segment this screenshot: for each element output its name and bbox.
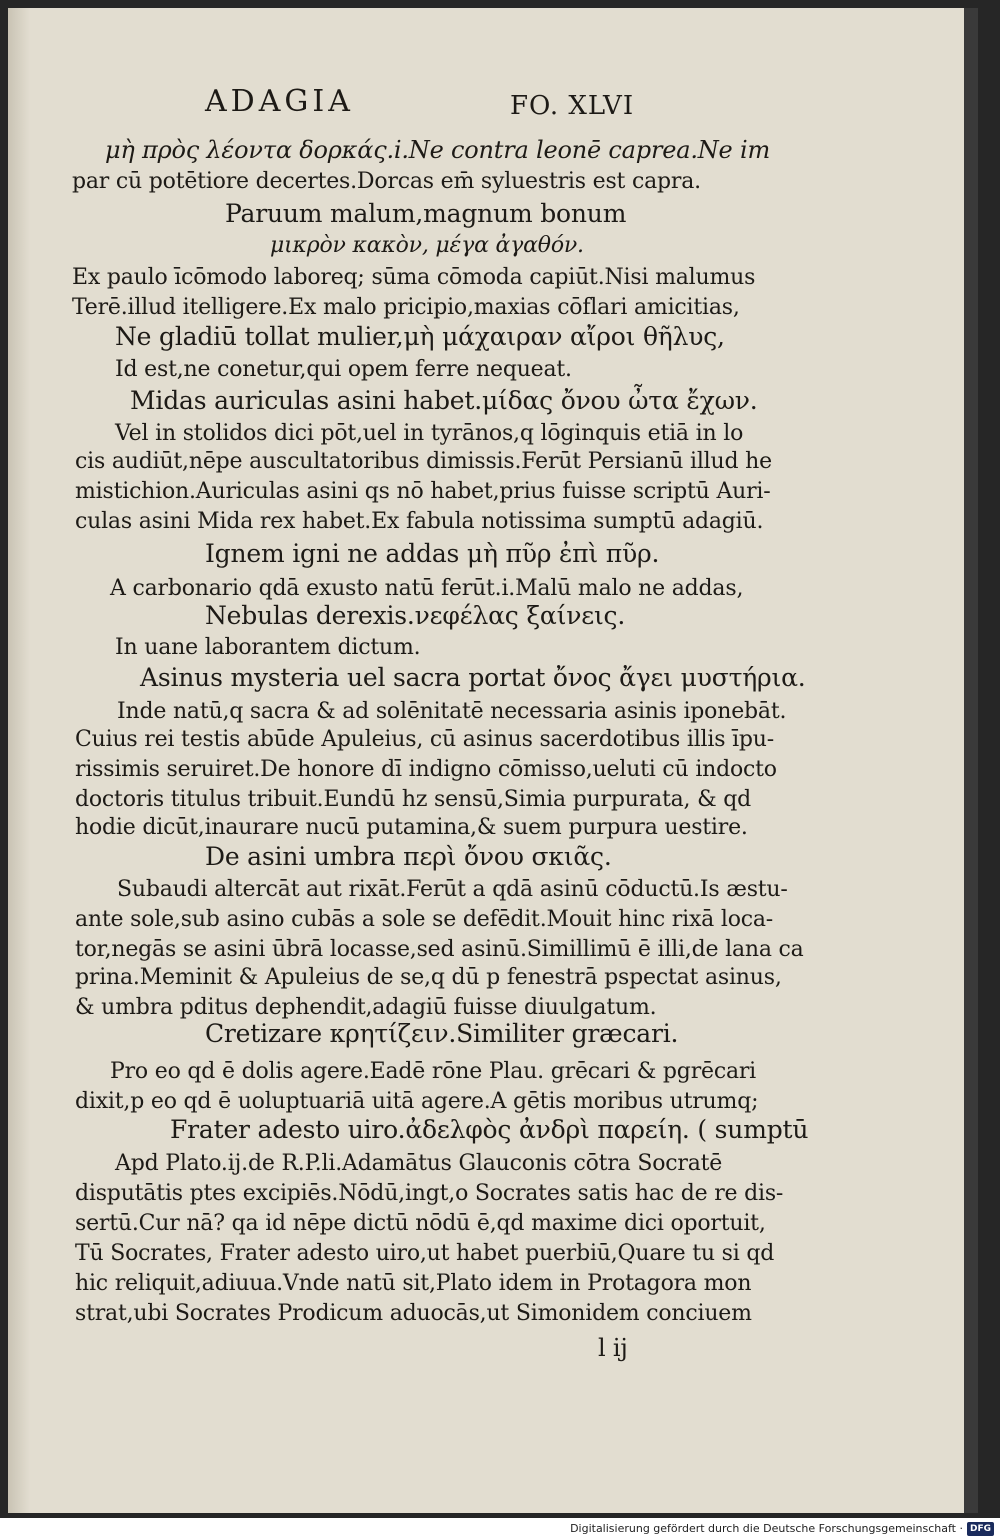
text-line: Ex paulo īcōmodo laboreq; sūma cōmoda capiūt.Nisi malumus: [72, 265, 756, 290]
text-line: disputātis ptes excipiēs.Nōdū,ingt,o Socrates satis hac de re dis-: [75, 1181, 784, 1206]
credit-text: Digitalisierung gefördert durch die Deutsche Forschungsgemeinschaft ·: [570, 1522, 963, 1535]
text-line: Id est,ne conetur,qui opem ferre nequeat.: [115, 357, 572, 382]
page-gutter-shadow: [8, 8, 30, 1513]
text-line: culas asini Mida rex habet.Ex fabula notissima sumptū adagiū.: [75, 509, 764, 534]
text-line: hic reliquit,adiuua.Vnde natū sit,Plato idem in Protagora mon: [75, 1271, 752, 1296]
folio-number: FO. XLVI: [510, 91, 635, 121]
entry-heading: Asinus mysteria uel sacra portat ὄνος ἄγει μυστήρια.: [140, 663, 806, 692]
text-line: par cū potētiore decertes.Dorcas em̄ syluestris est capra.: [72, 169, 701, 194]
entry-heading: Frater adesto uiro.ἀδελφὸς ἀνδρὶ παρείη. ( sumptū: [170, 1115, 809, 1144]
text-line: dixit,p eo qd ē uoluptuariā uitā agere.A gētis moribus utrumq;: [75, 1089, 759, 1114]
entry-heading: Ignem igni ne addas μὴ πῦρ ἐπὶ πῦρ.: [205, 539, 660, 568]
text-line: A carbonario qdā exusto natū ferūt.i.Malū malo ne addas,: [110, 576, 744, 601]
entry-heading: Cretizare κρητίζειν.Similiter græcari.: [205, 1019, 679, 1048]
text-line: μὴ πρὸς λέοντα δορκάς.i.Ne contra leonē caprea.Ne im: [105, 136, 771, 164]
text-line: strat,ubi Socrates Prodicum aduocās,ut Simonidem conciuem: [75, 1301, 752, 1326]
entry-heading: De asini umbra περὶ ὄνου σκιᾶς.: [205, 842, 612, 871]
text-line: & umbra pditus dephendit,adagiū fuisse diuulgatum.: [75, 995, 657, 1020]
entry-heading: Paruum malum,magnum bonum: [225, 199, 627, 228]
text-line: cis audiūt,nēpe auscultatoribus dimissis.Ferūt Persianū illud he: [75, 449, 772, 474]
text-line: tor,negās se asini ūbrā locasse,sed asinū.Simillimū ē illi,de lana ca: [75, 937, 804, 962]
greek-line: μικρὸν κακὸν, μέγα ἀγαθόν.: [270, 233, 584, 258]
text-line: sertū.Cur nā? qa id nēpe dictū nōdū ē,qd maxime dici oportuit,: [75, 1211, 766, 1236]
text-line: Apd Plato.ij.de R.P.li.Adamātus Glauconis cōtra Socratē: [115, 1151, 723, 1176]
text-line: rissimis seruiret.De honore dī indigno cōmisso,ueluti cū indocto: [75, 757, 777, 782]
text-line: hodie dicūt,inaurare nucū putamina,& suem purpura uestire.: [75, 815, 748, 840]
text-line: Vel in stolidos dici pōt,uel in tyrānos,q lōginquis etiā in lo: [115, 421, 744, 446]
text-line: Tū Socrates, Frater adesto uiro,ut habet puerbiū,Quare tu si qd: [75, 1241, 775, 1266]
text-line: ante sole,sub asino cubās a sole se defēdit.Mouit hinc rixā loca-: [75, 907, 774, 932]
text-line: prina.Meminit & Apuleius de se,q dū p fenestrā pspectat asinus,: [75, 965, 782, 990]
text-line: Inde natū,q sacra & ad solēnitatē necessaria asinis iponebāt.: [117, 699, 787, 724]
text-line: doctoris titulus tribuit.Eundū hz sensū,Simia purpurata, & qd: [75, 787, 752, 812]
signature-mark: l ij: [598, 1334, 628, 1362]
entry-heading: Ne gladiū tollat mulier,μὴ μάχαιραν αἴροι θῆλυς,: [115, 322, 725, 351]
digitization-credit: [570, 1521, 994, 1536]
text-line: In uane laborantem dictum.: [115, 635, 421, 660]
text-line: Cuius rei testis abūde Apuleius, cū asinus sacerdotibus illis īpu-: [75, 727, 775, 752]
text-line: mistichion.Auriculas asini qs nō habet,prius fuisse scriptū Auri-: [75, 479, 771, 504]
text-line: Terē.illud itelligere.Ex malo pricipio,maxias cōflari amicitias,: [72, 295, 740, 320]
running-head: ADAGIA: [205, 84, 354, 119]
entry-heading: Nebulas derexis.νεφέλας ξαίνεις.: [205, 601, 626, 630]
entry-heading: Midas auriculas asini habet.μίδας ὄνου ὦτα ἔχων.: [130, 386, 758, 415]
text-line: Pro eo qd ē dolis agere.Eadē rōne Plau. grēcari & pgrēcari: [110, 1059, 757, 1084]
text-line: Subaudi altercāt aut rixāt.Ferūt a qdā asinū cōductū.Is æstu-: [117, 877, 788, 902]
dfg-logo: DFG: [967, 1522, 994, 1536]
